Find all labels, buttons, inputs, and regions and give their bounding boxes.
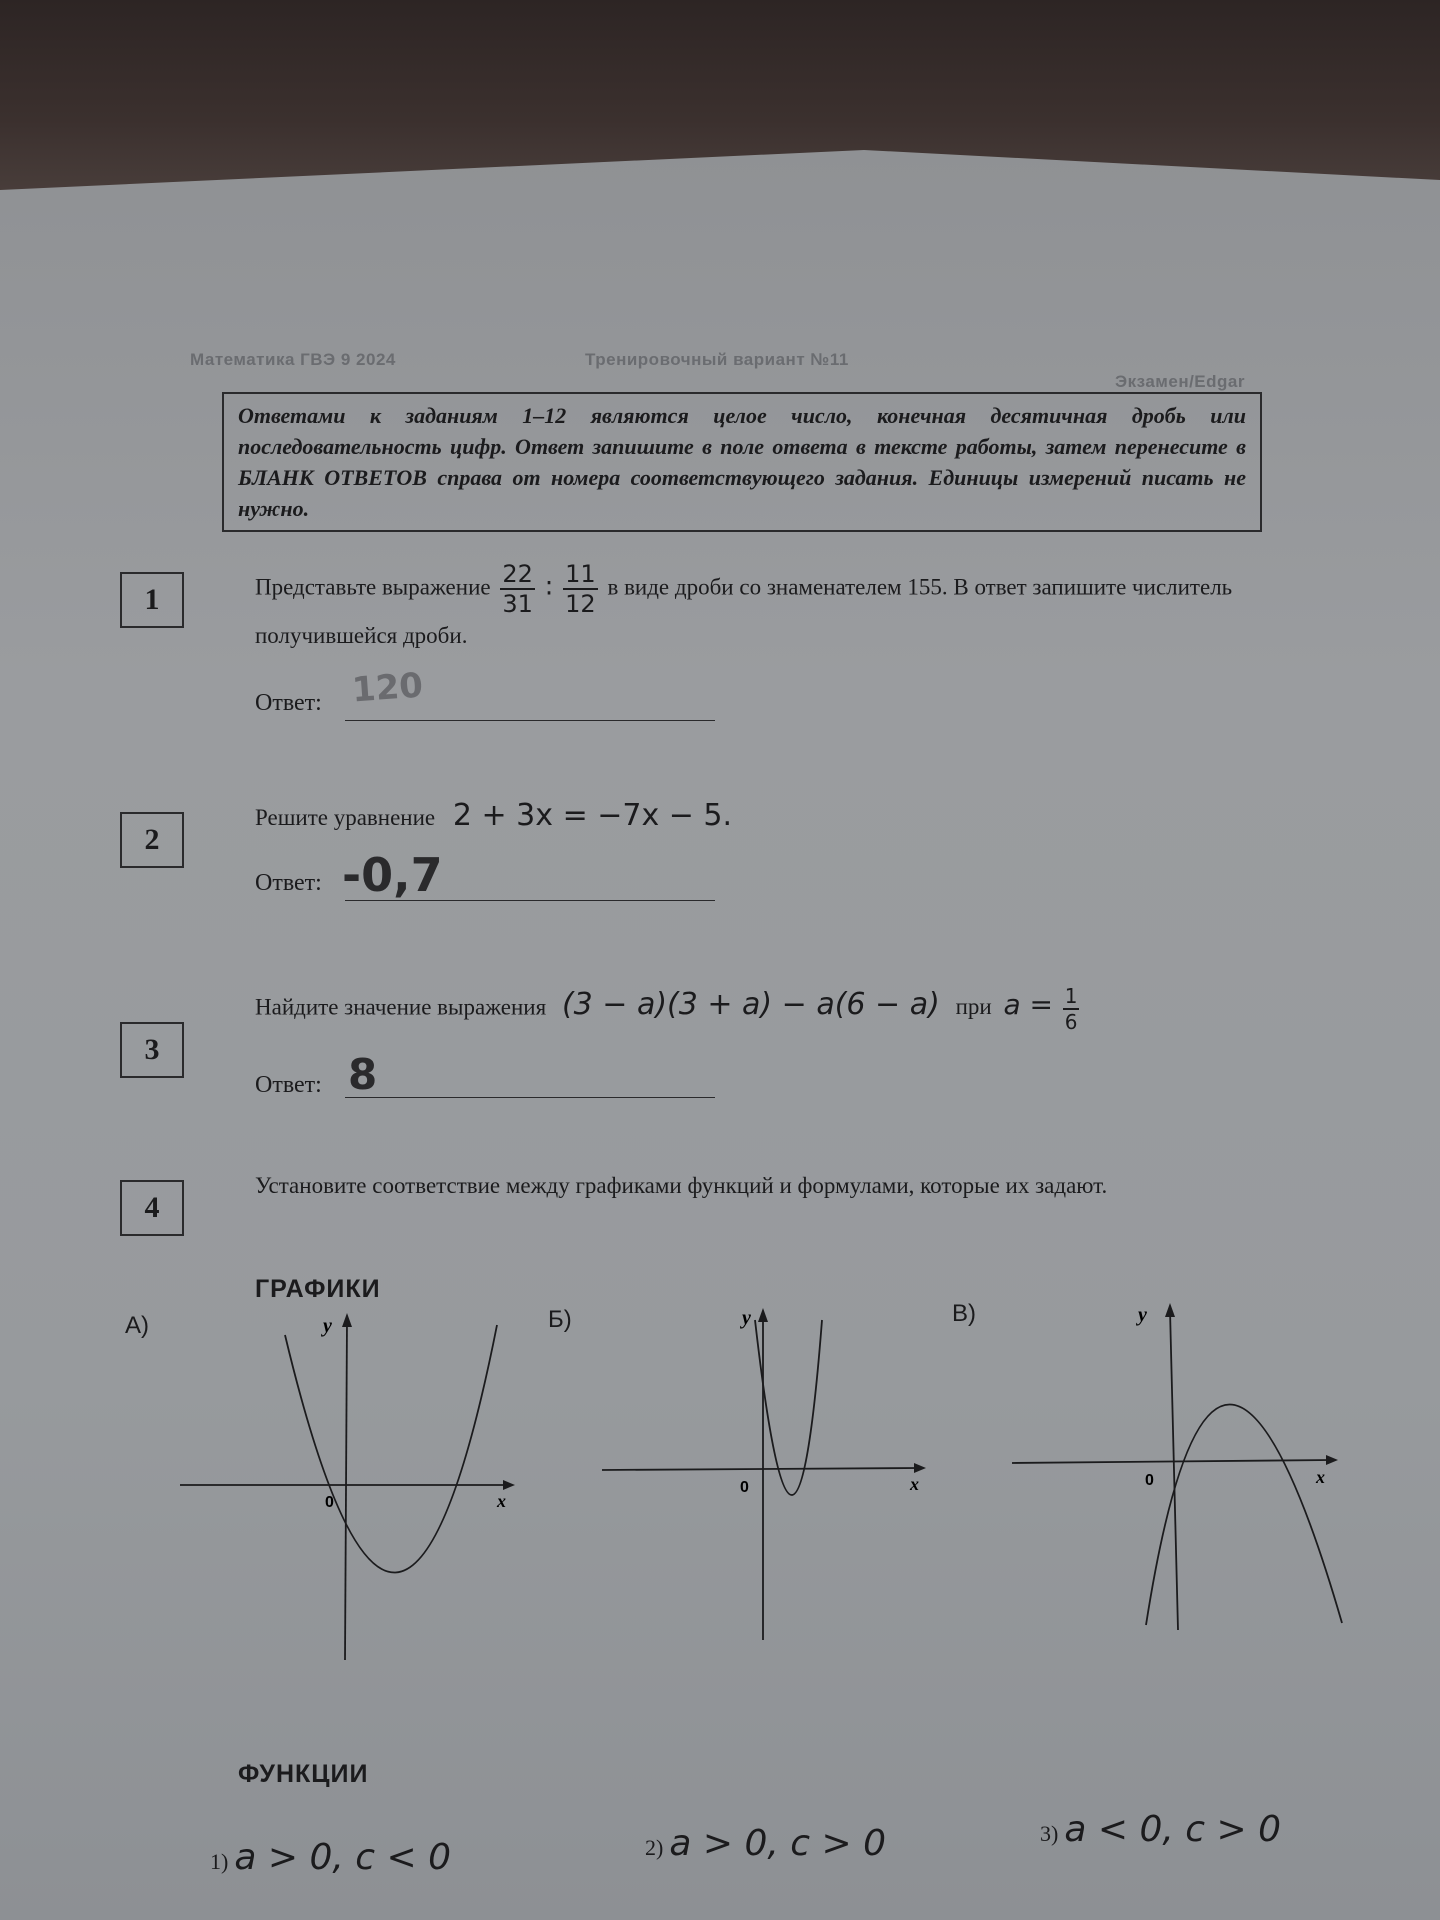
- task-4-text: Установите соответствие между графиками функций и формулами, которые их задают.: [255, 1173, 1108, 1198]
- graph-a-y-arrow: [342, 1313, 352, 1327]
- graph-c-origin: 0: [1145, 1472, 1154, 1489]
- graph-a-origin: 0: [325, 1494, 334, 1511]
- graph-a-y-label: y: [323, 1315, 332, 1337]
- fraction-denominator: 12: [565, 590, 596, 618]
- fraction-denominator: 31: [502, 590, 533, 618]
- handwritten-answer-1: 120: [350, 665, 425, 711]
- graph-a-label: А): [125, 1312, 149, 1339]
- instructions-box: Ответами к заданиям 1–12 являются целое число, конечная десятичная дробь или последовательность цифр. Ответ запишите в поле ответа в тексте работы, затем перенесите в БЛАНК ОТВЕТОВ справа от номера соответствующего задания. Единицы измерений писать не нужно.: [222, 392, 1262, 532]
- task-1-text: [255, 560, 1275, 654]
- function-option-2: [645, 1822, 886, 1864]
- graph-b-label: Б): [548, 1306, 572, 1333]
- header-variant: Тренировочный вариант №11: [585, 350, 849, 369]
- graph-a-y-axis: [345, 1320, 347, 1660]
- graph-c-y-label: y: [1138, 1304, 1147, 1326]
- answer-label-1: Ответ:: [255, 690, 322, 716]
- graph-b: [600, 1300, 930, 1645]
- function-option-3: [1040, 1808, 1281, 1850]
- graph-b-y-label: y: [742, 1307, 751, 1329]
- answer-field-1[interactable]: [345, 718, 715, 721]
- task-3-prompt: Найдите значение выражения: [255, 994, 547, 1020]
- task-2-text: [255, 798, 732, 836]
- answer-label-2: Ответ:: [255, 870, 322, 896]
- graph-a-parabola: [285, 1325, 497, 1573]
- fraction-denominator: 6: [1064, 1010, 1078, 1034]
- fraction-1-6: [1063, 984, 1080, 1034]
- graph-a-x-arrow: [503, 1480, 515, 1490]
- graph-b-x-label: x: [910, 1474, 919, 1494]
- function-option-1: [210, 1836, 451, 1878]
- header-source: Экзамен/Edgar: [1115, 372, 1245, 391]
- header-subject: Математика ГВЭ 9 2024: [190, 350, 396, 369]
- fraction-11-12: [563, 560, 598, 618]
- answer-field-3[interactable]: [345, 1095, 715, 1098]
- task-number-2: 2: [120, 812, 184, 868]
- graphs-title: ГРАФИКИ: [255, 1275, 381, 1303]
- graph-c: [1010, 1295, 1355, 1640]
- task-2-prompt: Решите уравнение: [255, 805, 436, 830]
- task-1-prompt: Представьте выражение: [255, 574, 491, 600]
- functions-title: ФУНКЦИИ: [238, 1760, 369, 1788]
- at-label: при: [955, 994, 992, 1020]
- graph-b-origin: 0: [740, 1479, 749, 1496]
- graph-a-x-label: x: [497, 1491, 506, 1511]
- function-expression: a < 0, c > 0: [1064, 1809, 1281, 1850]
- fraction-22-31: [500, 560, 535, 618]
- graph-c-y-arrow: [1165, 1303, 1175, 1317]
- handwritten-answer-3: 8: [348, 1050, 378, 1099]
- answer-label-3: Ответ:: [255, 1072, 322, 1098]
- task-number-4: 4: [120, 1180, 184, 1236]
- variable-equals: a =: [1003, 988, 1053, 1022]
- fraction-numerator: 22: [502, 560, 533, 588]
- graph-c-x-arrow: [1326, 1455, 1338, 1465]
- handwritten-answer-2: -0,7: [342, 848, 443, 902]
- task-number-1: 1: [120, 572, 184, 628]
- function-expression: a > 0, c > 0: [669, 1823, 886, 1864]
- graph-c-y-axis: [1170, 1310, 1178, 1630]
- function-index: 2): [645, 1835, 664, 1860]
- function-expression: a > 0, c < 0: [234, 1837, 451, 1878]
- task-1-continuation: в виде дроби со знаменателем 155. В ответ запишите числитель получившейся дроби.: [255, 574, 1233, 648]
- function-index: 3): [1040, 1821, 1059, 1846]
- graph-c-x-label: x: [1316, 1467, 1325, 1487]
- expression: (3 − a)(3 + a) − a(6 − a): [561, 987, 940, 1023]
- fraction-numerator: 1: [1064, 984, 1078, 1008]
- graph-c-label: В): [952, 1300, 976, 1327]
- equation: 2 + 3x = −7x − 5.: [452, 798, 733, 833]
- task-3-text: [255, 984, 1083, 1034]
- fraction-numerator: 11: [565, 560, 596, 588]
- graph-a: [175, 1305, 520, 1665]
- task-number-3: 3: [120, 1022, 184, 1078]
- division-operator: :: [544, 571, 554, 602]
- graph-b-x-axis: [602, 1468, 920, 1470]
- graph-b-y-arrow: [758, 1308, 768, 1322]
- graph-b-x-arrow: [914, 1463, 926, 1473]
- function-index: 1): [210, 1849, 229, 1874]
